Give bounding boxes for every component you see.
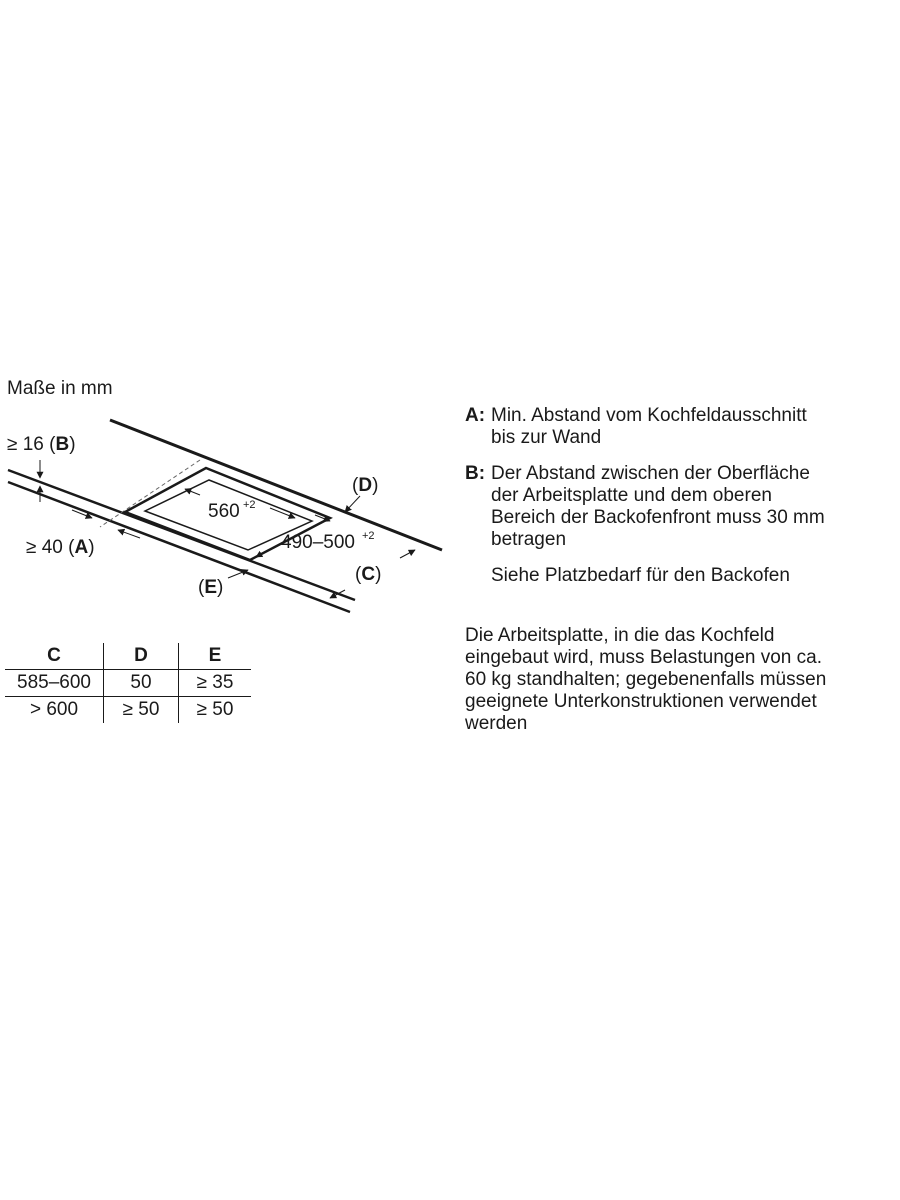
legend-item-b [465, 463, 885, 551]
cutout-width-label: 560 [208, 501, 240, 522]
cutout-depth-tolerance: +2 [362, 530, 375, 542]
cutout-diagram [0, 400, 460, 630]
table-header-d: D [104, 643, 179, 670]
legend-key-b: B: [465, 463, 486, 484]
legend-note: Siehe Platzbedarf für den Backofen [491, 565, 790, 586]
table-header-row [5, 643, 251, 670]
legend-text-b: Der Abstand zwischen der Oberfläche der Arbeitsplatte und dem oberen Bereich der Backofenfront muss 30 mm betragen [491, 463, 825, 550]
depth-arrow-bottom [256, 550, 268, 557]
e-leader [228, 570, 248, 578]
legend-key-a: A: [465, 405, 486, 426]
units-label: Maße in mm [7, 378, 113, 399]
legend [465, 405, 885, 735]
table-cell: > 600 [5, 697, 104, 724]
table-cell: ≥ 50 [104, 697, 179, 724]
label-c: (C) [355, 564, 382, 585]
dimensions-table [5, 643, 251, 723]
label-e: (E) [198, 577, 224, 598]
table-row [5, 670, 251, 697]
cutout-width-tolerance: +2 [243, 499, 256, 511]
label-b: ≥ 16 (B) [7, 434, 76, 455]
legend-text-a: Min. Abstand vom Kochfeldausschnitt bis zur Wand [491, 405, 807, 448]
table-cell: 585–600 [5, 670, 104, 697]
d-leader [345, 496, 360, 512]
table-header-e: E [179, 643, 252, 670]
label-a: ≥ 40 (A) [26, 537, 95, 558]
cutout-depth-label: 490–500 [281, 532, 355, 553]
table-header-c: C [47, 645, 61, 666]
worktop-back-edge [110, 420, 442, 550]
table-cell: ≥ 35 [179, 670, 252, 697]
legend-item-a [465, 405, 885, 449]
table-cell: ≥ 50 [179, 697, 252, 724]
load-note: Die Arbeitsplatte, in die das Kochfeld eingebaut wird, muss Belastungen von ca. 60 kg standhalten; gegebenenfalls müssen geeignete Unterkonstruktionen verwendet werden [465, 625, 827, 734]
width-arrow [185, 489, 200, 495]
table-cell: 50 [104, 670, 179, 697]
label-d: (D) [352, 475, 379, 496]
c-leader-top [400, 550, 415, 558]
hidden-edge [100, 460, 200, 527]
table-row [5, 697, 251, 724]
